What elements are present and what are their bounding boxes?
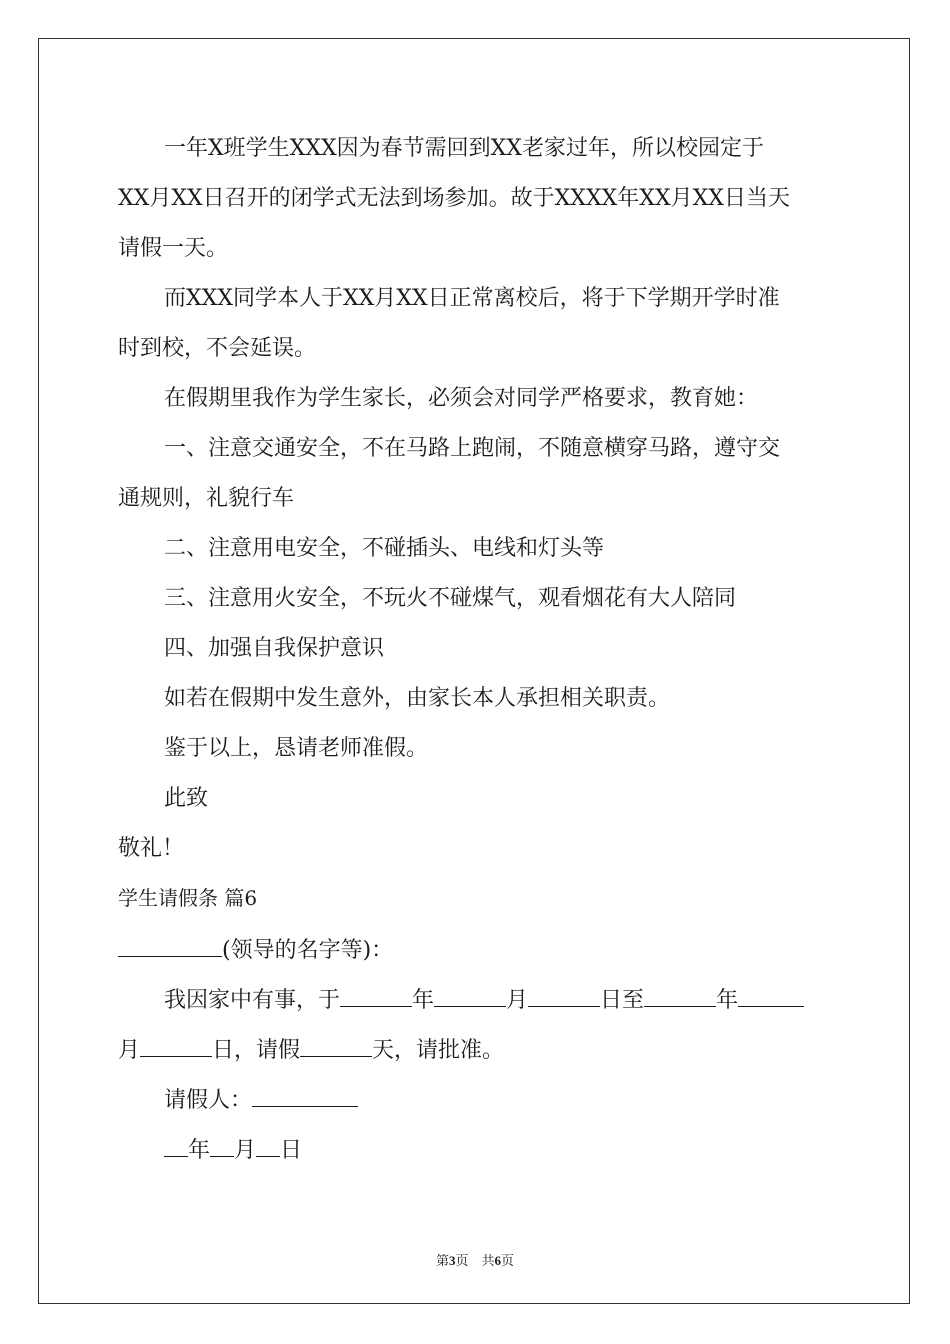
year-label: 年 (412, 988, 435, 1013)
list-item-continuation: 通规则，礼貌行车 (118, 486, 295, 511)
total-page-number: 6 (494, 1253, 501, 1268)
current-page-number: 3 (448, 1253, 456, 1268)
closing-phrase: 此致 (164, 786, 209, 811)
date-year-blank[interactable] (164, 1138, 188, 1157)
month-label: 月 (506, 988, 529, 1013)
month-label: 月 (118, 1038, 141, 1063)
year-label: 年 (716, 988, 739, 1013)
addressee-line (118, 938, 393, 962)
day-label: 日 (280, 1138, 303, 1163)
date-day-blank[interactable] (256, 1138, 280, 1157)
addressee-blank[interactable] (118, 938, 222, 957)
month-label: 月 (234, 1138, 257, 1163)
page-border (38, 38, 910, 1304)
applicant-blank[interactable] (252, 1088, 358, 1107)
page-prefix: 第 (435, 1253, 449, 1268)
end-year-blank[interactable] (644, 988, 716, 1007)
year-label: 年 (188, 1138, 211, 1163)
list-item: 二、注意用电安全，不碰插头、电线和灯头等 (164, 536, 605, 561)
end-day-blank[interactable] (140, 1038, 212, 1057)
request-line (164, 988, 804, 1012)
paragraph-line: 鉴于以上，恳请老师准假。 (164, 736, 429, 761)
day-label: 日至 (600, 988, 645, 1013)
section-heading: 学生请假条 篇6 (118, 886, 258, 910)
paragraph-line: 而XXX同学本人于XX月XX日正常离校后，将于下学期开学时准 (164, 286, 780, 311)
paragraph-line: 时到校，不会延误。 (118, 336, 317, 361)
applicant-label: 请假人： (164, 1088, 253, 1113)
days-blank[interactable] (300, 1038, 372, 1057)
page-mid: 页 共 (455, 1253, 495, 1268)
start-month-blank[interactable] (434, 988, 506, 1007)
end-month-blank[interactable] (738, 988, 804, 1007)
paragraph-line: 一年X班学生XXX因为春节需回到XX老家过年，所以校园定于 (164, 136, 764, 161)
paragraph-line: 请假一天。 (118, 236, 229, 261)
day-label: 日，请假 (212, 1038, 301, 1063)
date-line (164, 1138, 302, 1162)
page-footer (0, 1250, 950, 1269)
start-day-blank[interactable] (528, 988, 600, 1007)
paragraph-line: 如若在假期中发生意外，由家长本人承担相关职责。 (164, 686, 671, 711)
paragraph-line: XX月XX日召开的闭学式无法到场参加。故于XXXX年XX月XX日当天 (118, 186, 790, 211)
list-item: 一、注意交通安全，不在马路上跑闹，不随意横穿马路，遵守交 (164, 436, 781, 461)
applicant-line (164, 1088, 358, 1112)
salutation: 敬礼！ (118, 836, 185, 861)
paragraph-line: 在假期里我作为学生家长，必须会对同学严格要求，教育她： (164, 386, 759, 411)
addressee-note: (领导的名字等)： (222, 938, 394, 963)
request-line-continuation (118, 1038, 504, 1062)
request-prefix: 我因家中有事，于 (164, 988, 341, 1013)
list-item: 三、注意用火安全，不玩火不碰煤气，观看烟花有大人陪同 (164, 586, 737, 611)
date-month-blank[interactable] (210, 1138, 234, 1157)
start-year-blank[interactable] (340, 988, 412, 1007)
page-suffix: 页 (501, 1253, 515, 1268)
list-item: 四、加强自我保护意识 (164, 636, 385, 661)
days-label: 天，请批准。 (372, 1038, 505, 1063)
